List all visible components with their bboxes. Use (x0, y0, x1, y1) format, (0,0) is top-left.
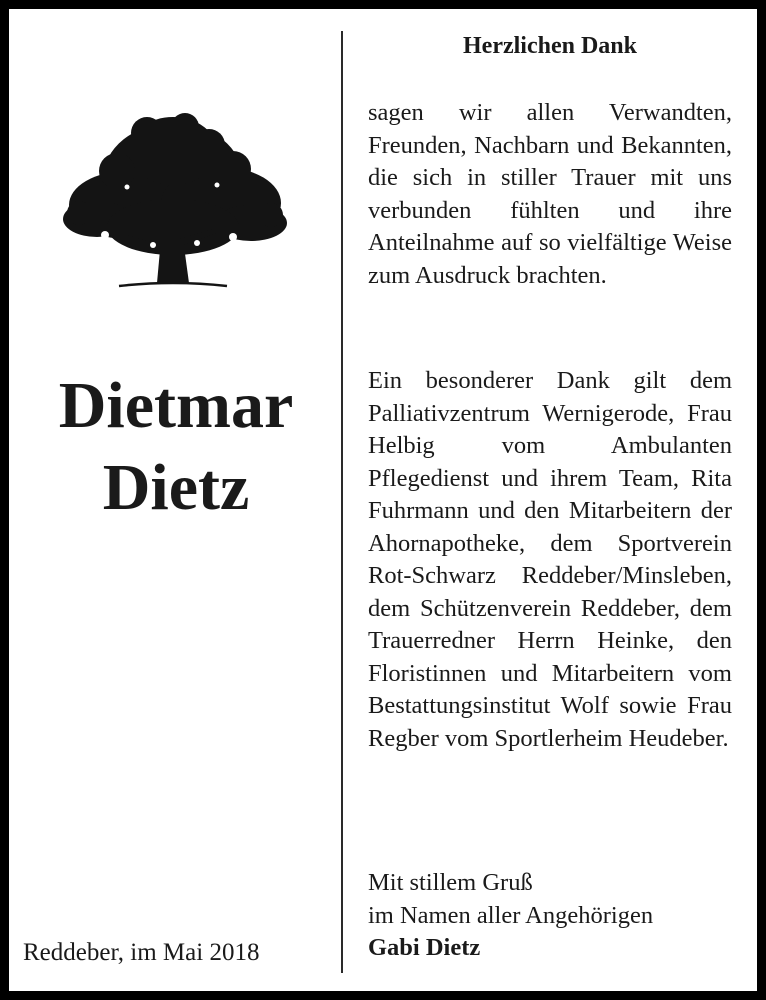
special-thanks-paragraph: Ein besonderer Dank gilt dem Palliativzentrum Wernigerode, Frau Helbig vom Ambulanten Pflegedienst und ihrem Team, Rita Fuhrmann und den Mitarbeitern der Ahornapotheke, dem Sportverein Rot-Schwarz Reddeber/Minsleben, dem Schützenverein Reddeber, dem Trauerredner Herrn Heinke, den Floristinnen und Mitarbeitern vom Bestattungsinstitut Wolf sowie Frau Regber vom Sportlerheim Heudeber. (368, 367, 732, 752)
place-date: Reddeber, im Mai 2018 (23, 939, 260, 966)
heading: Herzlichen Dank (463, 33, 637, 59)
obituary-card (9, 9, 757, 991)
deceased-first-name: Dietmar (58, 369, 294, 442)
signature: Gabi Dietz (368, 934, 481, 961)
closing-line-1: Mit stillem Gruß (368, 869, 533, 896)
closing-line-2: im Namen aller Angehörigen (368, 901, 654, 929)
tree-icon (57, 109, 289, 295)
closing-block (368, 867, 748, 965)
deceased-last-name: Dietz (102, 451, 250, 524)
column-divider (341, 31, 343, 973)
thanks-paragraph: sagen wir allen Verwandten, Freunden, Nachbarn und Bekannten, die sich in stiller Trauer mit uns verbunden fühlten und ihre Anteilnahme auf so vielfältige Weise zum Ausdruck brachten. (368, 99, 732, 289)
